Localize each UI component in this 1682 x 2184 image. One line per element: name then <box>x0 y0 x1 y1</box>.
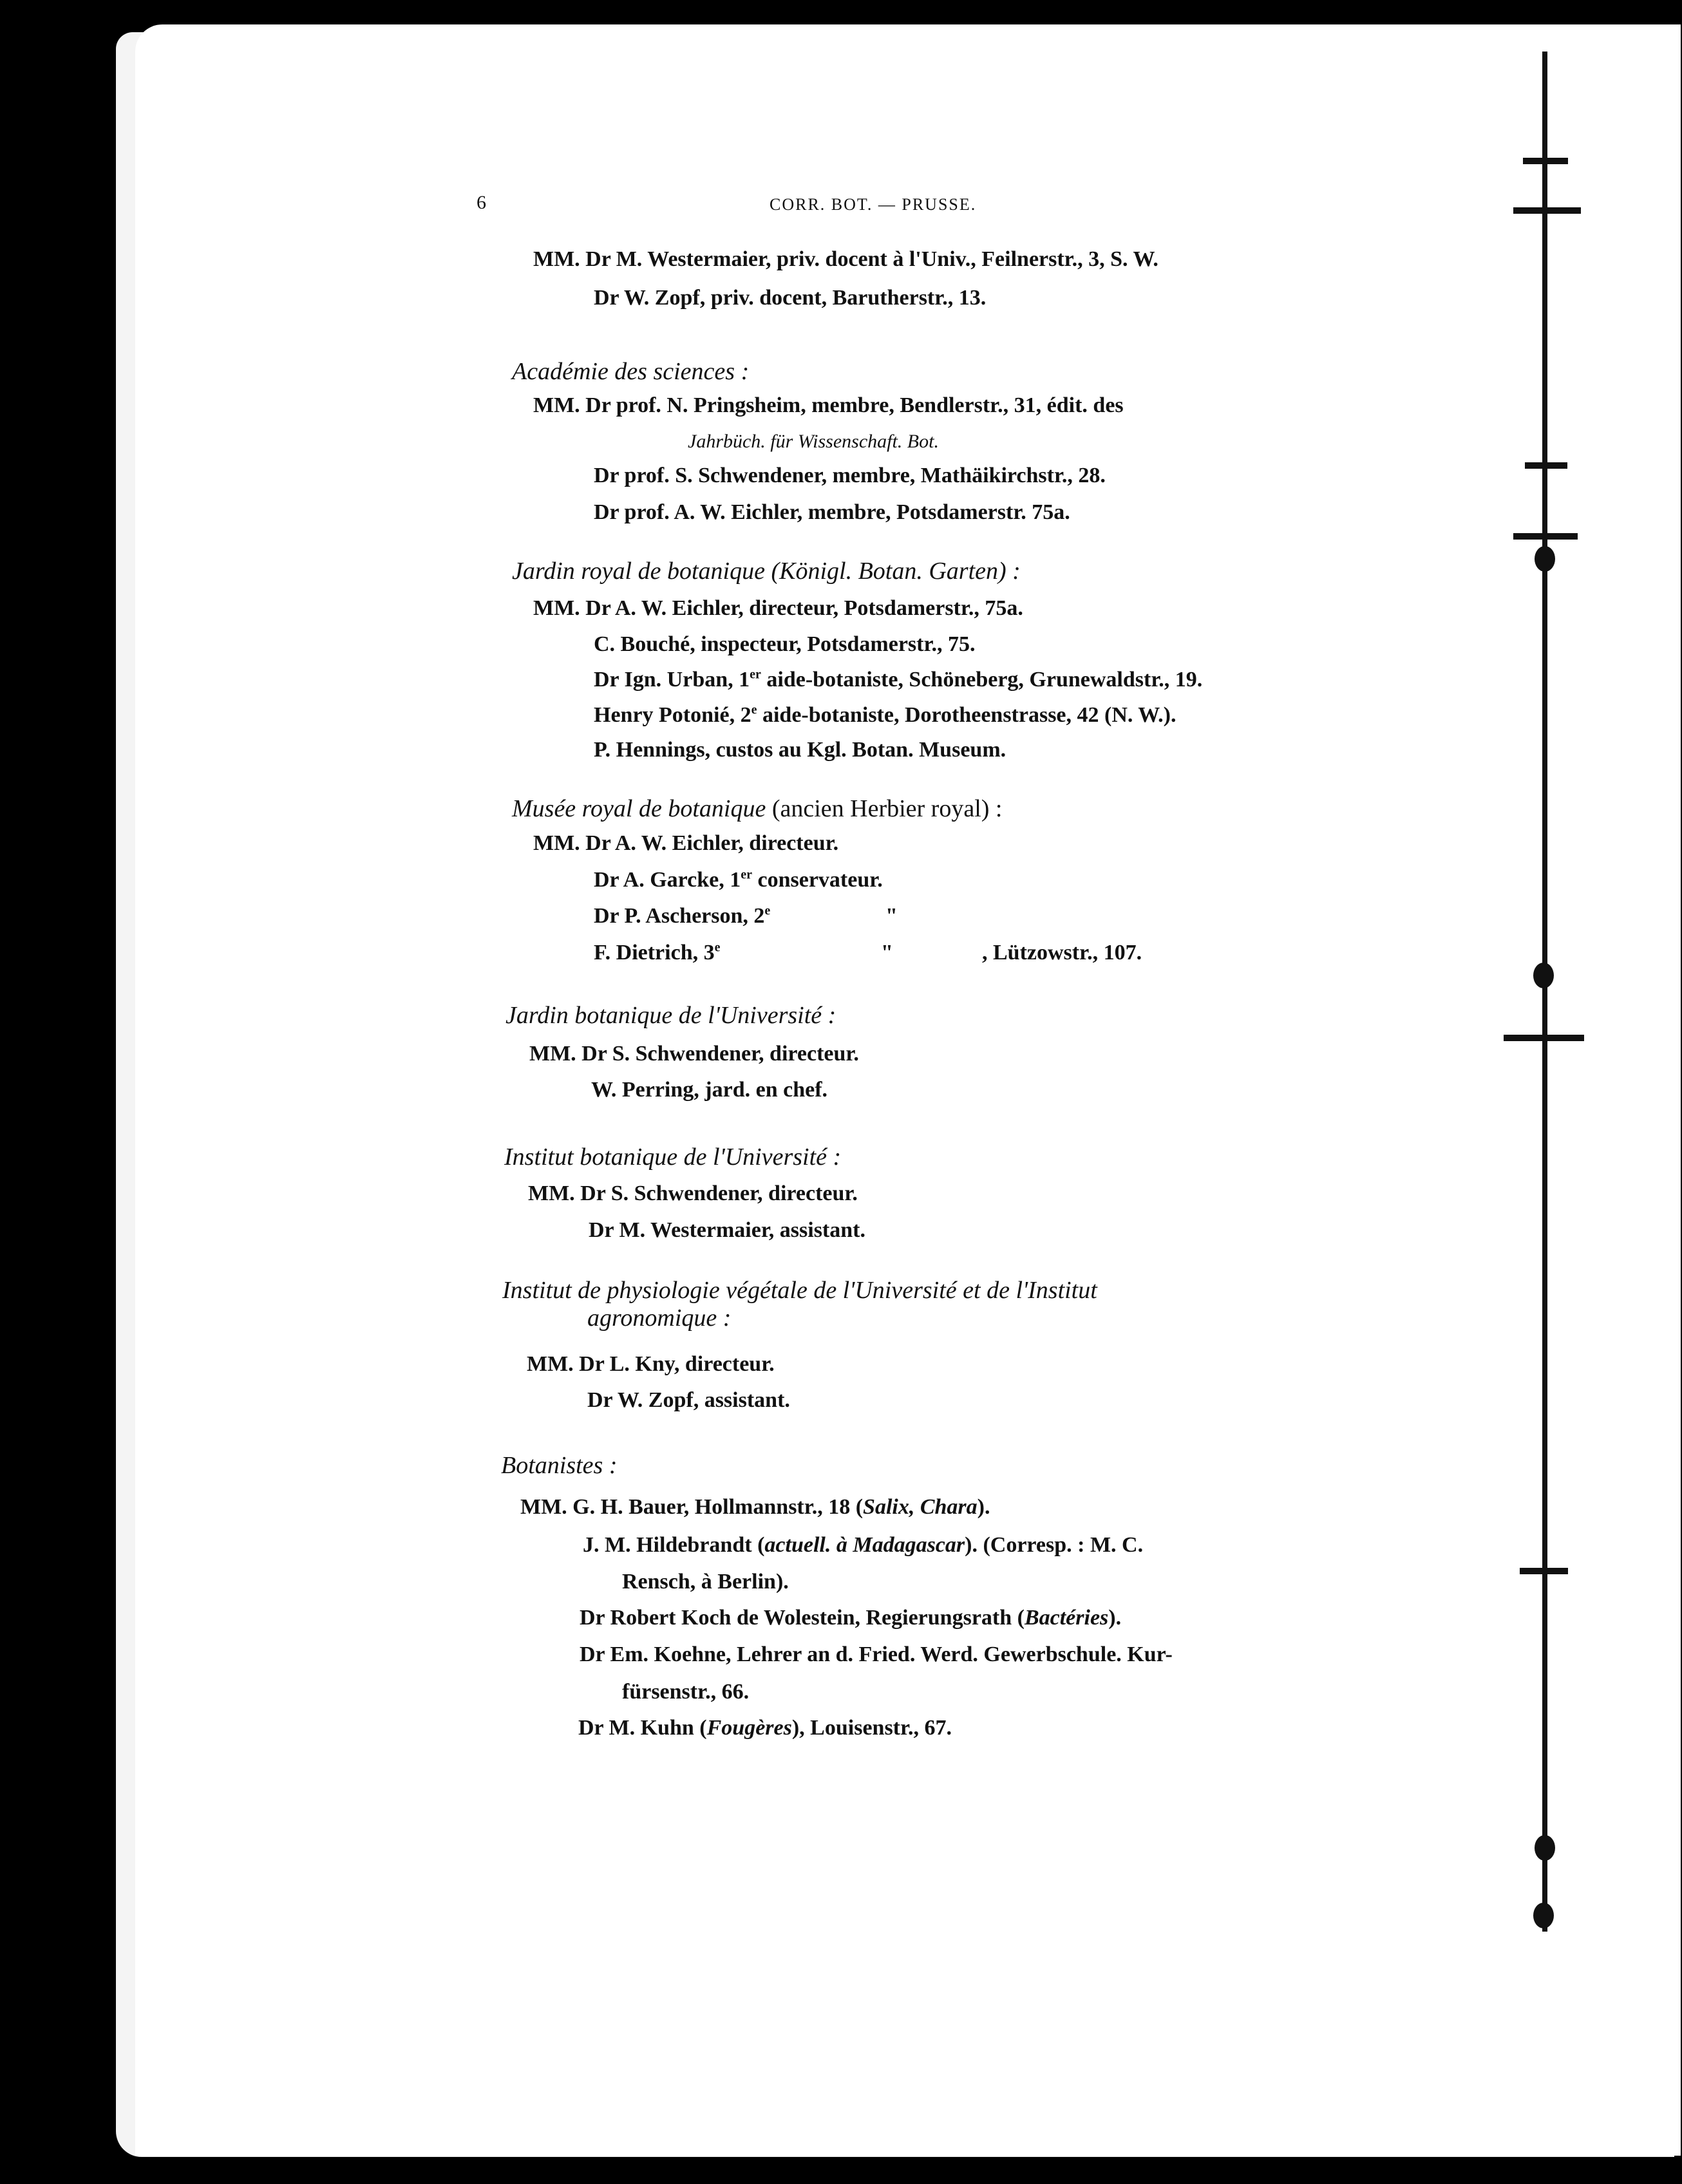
binding-mark <box>1513 533 1578 540</box>
entry-line: MM. Dr M. Westermaier, priv. docent à l'Univ., Feilnerstr., 3, S. W. <box>533 247 1158 271</box>
entry-line: Dr Ign. Urban, 1er aide-botaniste, Schöneberg, Grunewaldstr., 19. <box>594 667 1203 692</box>
section-heading: Musée royal de botanique (ancien Herbier royal) : <box>512 795 1003 822</box>
entry-line: Dr W. Zopf, priv. docent, Barutherstr., 13. <box>594 286 987 310</box>
entry-line: J. M. Hildebrandt (actuell. à Madagascar). (Corresp. : M. C. <box>583 1533 1144 1557</box>
page-number: 6 <box>477 192 486 213</box>
entry-line: C. Bouché, inspecteur, Potsdamerstr., 75. <box>594 632 976 656</box>
entry-line: Dr M. Kuhn (Fougères), Louisenstr., 67. <box>578 1716 952 1740</box>
binding-mark <box>1525 462 1567 469</box>
entry-line: MM. Dr A. W. Eichler, directeur. <box>533 831 839 855</box>
entry-line: Dr prof. A. W. Eichler, membre, Potsdamerstr. 75a. <box>594 500 1070 524</box>
entry-line: Dr M. Westermaier, assistant. <box>589 1218 865 1242</box>
entry-line: MM. Dr L. Kny, directeur. <box>527 1352 775 1376</box>
binding-knot <box>1535 1835 1555 1861</box>
entry-line: F. Dietrich, 3e <box>594 940 721 965</box>
binding-thread <box>1542 52 1547 1932</box>
section-heading: Institut botanique de l'Université : <box>504 1144 842 1171</box>
running-title: CORR. BOT. — PRUSSE. <box>770 195 977 214</box>
binding-mark <box>1520 1568 1568 1574</box>
section-heading: Botanistes : <box>501 1452 618 1479</box>
binding-mark <box>1523 158 1568 164</box>
entry-line: Dr W. Zopf, assistant. <box>587 1388 790 1412</box>
binding-knot <box>1533 963 1554 988</box>
entry-line: MM. Dr S. Schwendener, directeur. <box>529 1042 859 1066</box>
entry-line: Dr Em. Koehne, Lehrer an d. Fried. Werd. Gewerbschule. Kur- <box>580 1643 1173 1666</box>
binding-knot <box>1533 1903 1554 1928</box>
binding-mark <box>1504 1035 1584 1041</box>
entry-line: P. Hennings, custos au Kgl. Botan. Museum. <box>594 738 1006 762</box>
binding-mark <box>1513 207 1581 214</box>
section-heading: Jardin royal de botanique (Königl. Botan. Garten) : <box>512 558 1021 585</box>
entry-line: Dr P. Ascherson, 2e <box>594 903 771 928</box>
section-heading: Institut de physiologie végétale de l'Université et de l'Institut <box>502 1277 1097 1304</box>
entry-line: Dr prof. S. Schwendener, membre, Mathäikirchstr., 28. <box>594 464 1106 487</box>
ditto-mark: " <box>881 941 893 965</box>
entry-line: Henry Potonié, 2e aide-botaniste, Dorotheenstrasse, 42 (N. W.). <box>594 702 1176 727</box>
section-heading: agronomique : <box>587 1304 732 1332</box>
entry-line: MM. Dr prof. N. Pringsheim, membre, Bendlerstr., 31, édit. des <box>533 393 1124 417</box>
entry-line: MM. Dr A. W. Eichler, directeur, Potsdamerstr., 75a. <box>533 596 1023 620</box>
page-sheet <box>135 24 1681 2156</box>
entry-line: MM. G. H. Bauer, Hollmannstr., 18 (Salix, Chara). <box>520 1495 990 1519</box>
binding-knot <box>1535 546 1555 572</box>
entry-line: Rensch, à Berlin). <box>622 1570 789 1594</box>
entry-line: MM. Dr S. Schwendener, directeur. <box>528 1181 858 1205</box>
entry-line: W. Perring, jard. en chef. <box>591 1078 828 1102</box>
entry-line: Jahrbüch. für Wissenschaft. Bot. <box>688 431 939 452</box>
section-heading: Académie des sciences : <box>512 358 750 385</box>
section-heading: Jardin botanique de l'Université : <box>506 1002 836 1029</box>
entry-line: Dr A. Garcke, 1er conservateur. <box>594 867 883 892</box>
entry-line: , Lützowstr., 107. <box>982 941 1142 965</box>
entry-line: Dr Robert Koch de Wolestein, Regierungsrath (Bactéries). <box>580 1606 1122 1630</box>
entry-line: fürsenstr., 66. <box>622 1680 750 1704</box>
ditto-mark: " <box>885 904 898 928</box>
